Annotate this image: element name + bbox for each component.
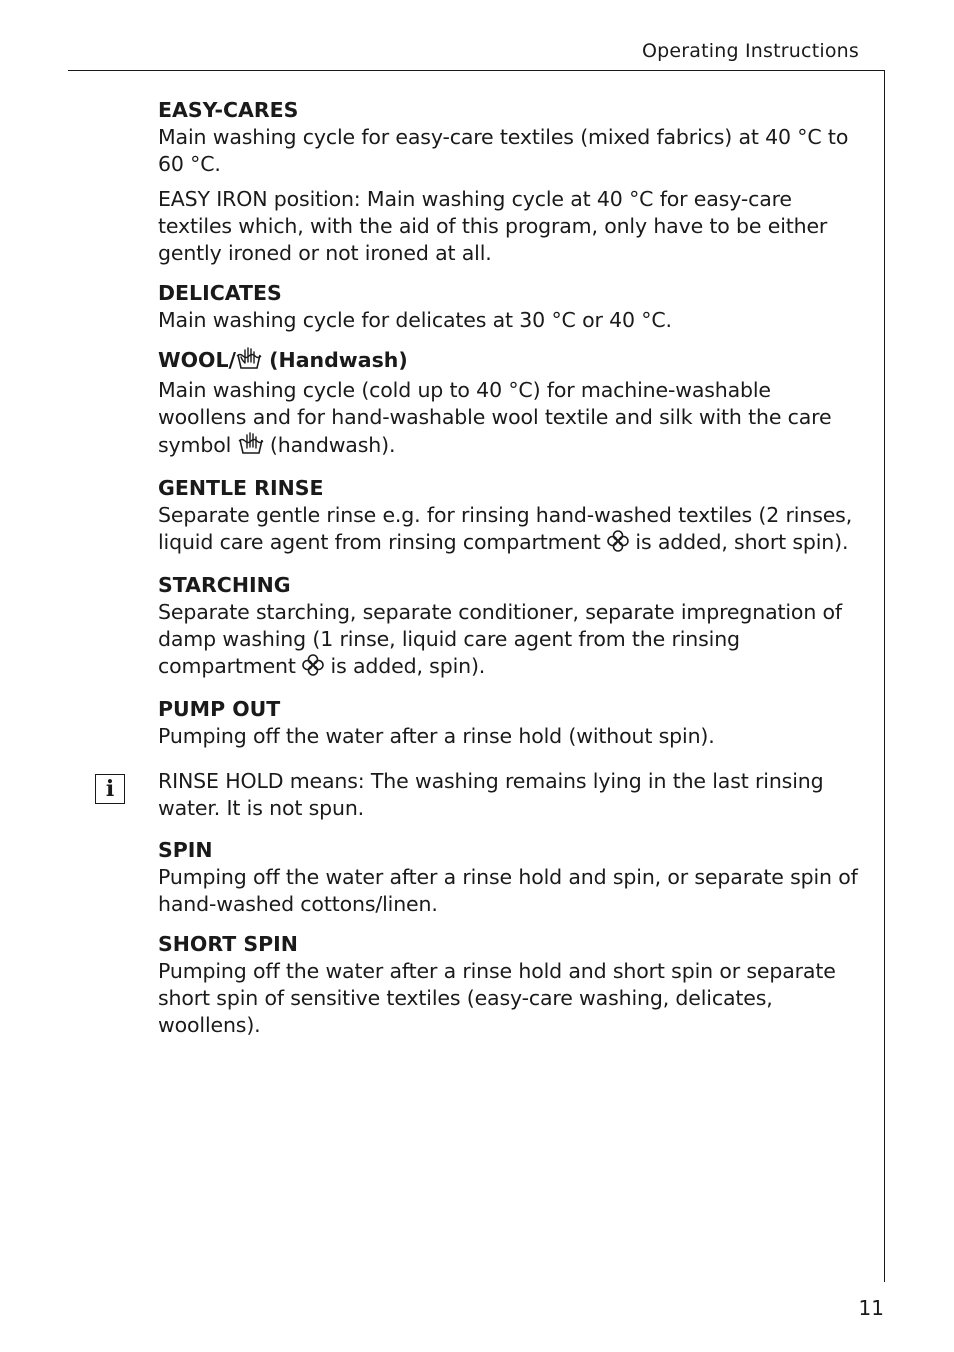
- easy-cares-description: Main washing cycle for easy-care textiles (mixed fabrics) at 40 °C to 60 °C.: [158, 125, 849, 176]
- starching-description-end: is added, spin).: [324, 654, 486, 678]
- starching-description: [158, 599, 864, 683]
- gentle-rinse-description-end: is added, short spin).: [629, 530, 849, 554]
- section-wool: [158, 346, 864, 462]
- flower-rinse-compartment-icon: [302, 654, 324, 683]
- gentle-rinse-description-main: Separate gentle rinse e.g. for rinsing hand-washed textiles (2 rinses, liquid care agent from rinsing compartment: [158, 503, 853, 554]
- wool-description-main: Main washing cycle (cold up to 40 °C) for machine-washable woollens and for hand-washable wool textile and silk with the care symbol: [158, 378, 832, 457]
- flower-rinse-compartment-icon: [607, 530, 629, 559]
- wool-description-end: (handwash).: [263, 433, 396, 457]
- heading-spin: SPIN: [158, 838, 213, 862]
- heading-short-spin: SHORT SPIN: [158, 932, 298, 956]
- header-rule: [68, 70, 885, 71]
- spin-description: Pumping off the water after a rinse hold and spin, or separate spin of hand-washed cottons/linen.: [158, 865, 858, 916]
- heading-starching: STARCHING: [158, 573, 291, 597]
- gentle-rinse-description: [158, 502, 864, 559]
- heading-wool: [158, 346, 864, 377]
- heading-easy-cares: EASY-CARES: [158, 98, 299, 122]
- section-gentle-rinse: [158, 474, 864, 559]
- section-delicates: [158, 279, 864, 334]
- heading-delicates: DELICATES: [158, 281, 282, 305]
- section-pump-out: [158, 695, 864, 750]
- rinse-hold-note-text: RINSE HOLD means: The washing remains lying in the last rinsing water. It is not spun.: [158, 769, 824, 820]
- content: [105, 96, 864, 1051]
- rinse-hold-note: [105, 768, 864, 822]
- heading-wool-suffix: (Handwash): [262, 348, 408, 372]
- header-title: Operating Instructions: [641, 40, 859, 62]
- info-icon: i: [95, 774, 125, 804]
- side-rule: [884, 70, 885, 1282]
- wool-description: [158, 377, 864, 462]
- starching-description-main: Separate starching, separate conditioner, separate impregnation of damp washing (1 rinse, liquid care agent from the rinsing compartment: [158, 600, 842, 678]
- easy-iron-description: EASY IRON position: Main washing cycle at 40 °C for easy-care textiles which, with the aid of this program, only have to be either gently ironed or not ironed at all.: [158, 187, 828, 265]
- section-starching: [158, 571, 864, 683]
- delicates-description: Main washing cycle for delicates at 30 °C or 40 °C.: [158, 308, 672, 332]
- handwash-tub-icon: [238, 431, 264, 462]
- pump-out-description: Pumping off the water after a rinse hold (without spin).: [158, 724, 715, 748]
- short-spin-description: Pumping off the water after a rinse hold and short spin or separate short spin of sensitive textiles (easy-care washing, delicates, woollens).: [158, 959, 836, 1037]
- section-easy-cares: [158, 96, 864, 267]
- section-short-spin: [158, 930, 864, 1039]
- heading-gentle-rinse: GENTLE RINSE: [158, 476, 324, 500]
- heading-wool-prefix: WOOL/: [158, 348, 237, 372]
- page-number: 11: [858, 1296, 884, 1320]
- heading-pump-out: PUMP OUT: [158, 697, 281, 721]
- handwash-tub-icon: [236, 346, 262, 377]
- section-spin: [158, 836, 864, 918]
